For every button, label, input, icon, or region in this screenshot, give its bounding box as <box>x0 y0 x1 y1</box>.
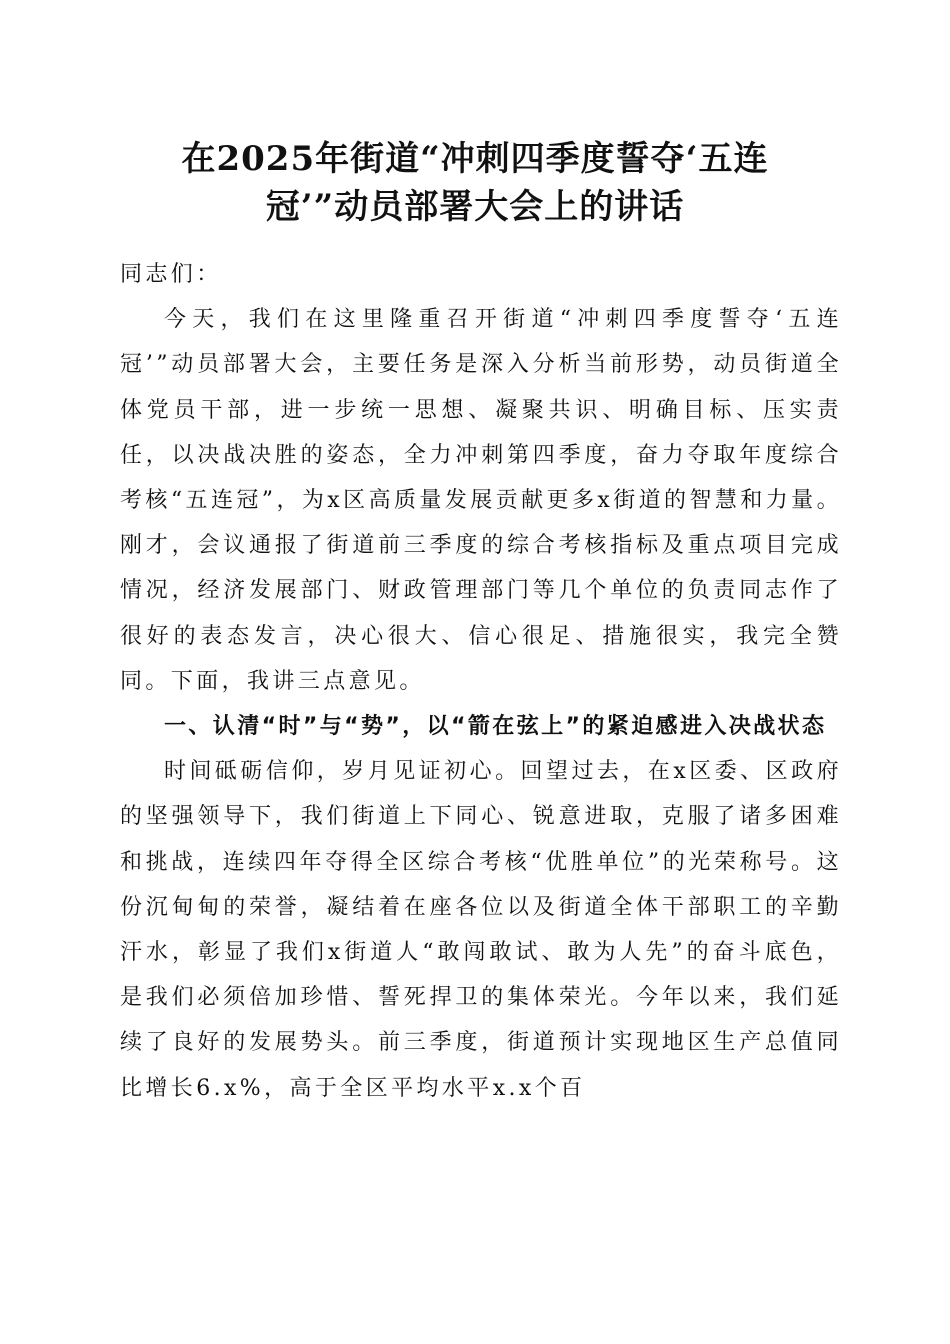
salutation: 同志们： <box>120 262 222 287</box>
section-heading-1: 一、认清“时”与“势”，以“箭在弦上”的紧迫感进入决战状态 <box>164 714 827 740</box>
title-line-1: 在2025年街道“冲刺四季度誓夺‘五连 <box>181 139 769 179</box>
document-body <box>120 252 842 1111</box>
paragraph-section-1: 时间砥砺信仰，岁月见证初心。回望过去，在x区委、区政府的坚强领导下，我们街道上下同心、锐意进取，克服了诸多困难和挑战，连续四年夺得全区综合考核“优胜单位”的光荣称号。这份沉甸甸的荣誉，凝结着在座各位以及街道全体干部职工的辛勤汗水，彰显了我们x街道人“敢闯敢试、敢为人先”的奋斗底色，是我们必须倍加珍惜、誓死捍卫的集体荣光。今年以来，我们延续了良好的发展势头。前三季度，街道预计实现地区生产总值同比增长6.x%，高于全区平均水平x.x个百 <box>120 759 842 1101</box>
document-title <box>120 135 830 231</box>
title-line-2: 冠’”动员部署大会上的讲话 <box>265 187 685 227</box>
paragraph-intro: 今天，我们在这里隆重召开街道“冲刺四季度誓夺‘五连冠’”动员部署大会，主要任务是深入分析当前形势，动员街道全体党员干部，进一步统一思想、凝聚共识、明确目标、压实责任，以决战决胜的姿态，全力冲刺第四季度，奋力夺取年度综合考核“五连冠”，为x区高质量发展贡献更多x街道的智慧和力量。刚才，会议通报了街道前三季度的综合考核指标及重点项目完成情况，经济发展部门、财政管理部门等几个单位的负责同志作了很好的表态发言，决心很大、信心很足、措施很实，我完全赞同。下面，我讲三点意见。 <box>120 307 842 694</box>
